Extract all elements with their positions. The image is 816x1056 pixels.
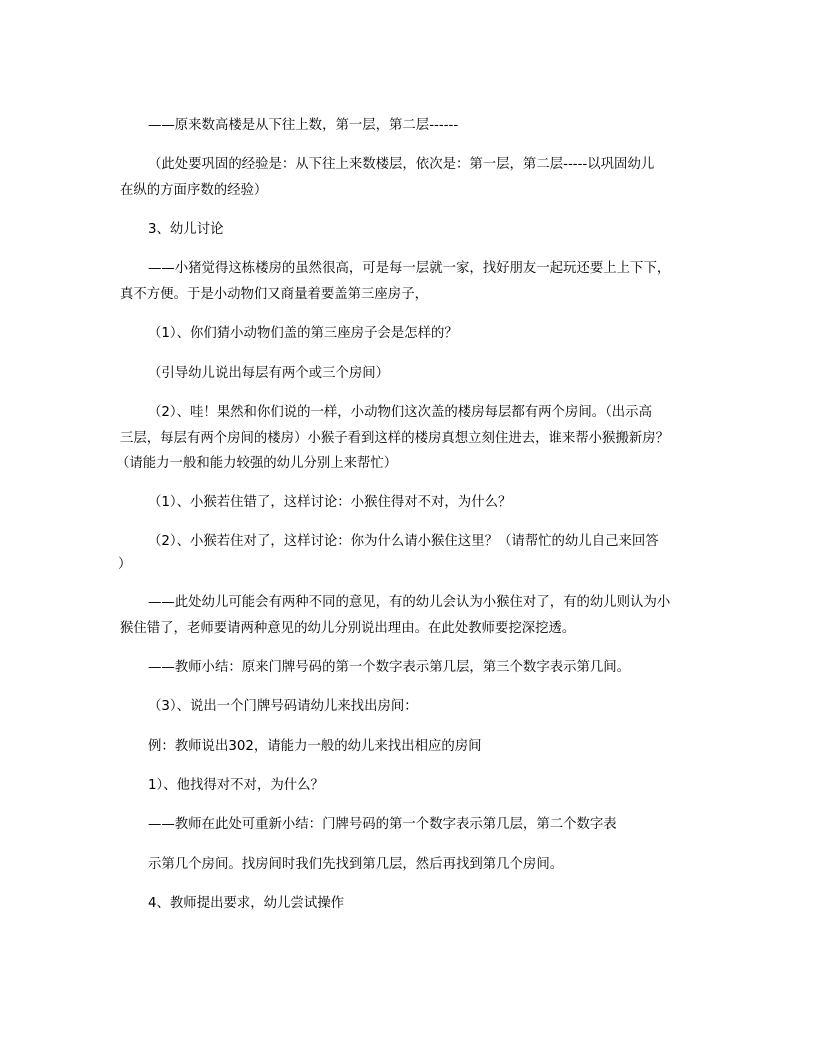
paragraph-line-12: （1）、小猴若住错了，这样讨论：小猴住得对不对，为什么？ [148, 495, 512, 510]
paragraph-line-5: ——小猪觉得这栋楼房的虽然很高，可是每一层就一家，找好朋友一起玩还要上上下下， [148, 261, 671, 276]
paragraph-line-13: （2）、小猴若住对了，这样讨论：你为什么请小猴住这里？（请帮忙的幼儿自己来回答 [148, 534, 659, 549]
paragraph-line-7: （1）、你们猜小动物们盖的第三座房子会是怎样的？ [148, 326, 458, 341]
paragraph-line-20: 1）、他找得对不对，为什么？ [148, 778, 324, 793]
paragraph-line-16: 猴住错了，老师要请两种意见的幼儿分别说出理由。在此处教师要挖深挖透。 [120, 621, 576, 636]
paragraph-line-1: ——原来数高楼是从下往上数，第一层，第二层------ [148, 118, 459, 133]
paragraph-line-21: ——教师在此处可重新小结：门牌号码的第一个数字表示第几层，第二个数字表 [148, 817, 617, 832]
section-heading-4: 4、教师提出要求，幼儿尝试操作 [148, 896, 344, 911]
paragraph-line-22: 示第几个房间。找房间时我们先找到第几层，然后再找到第几个房间。 [148, 857, 564, 872]
paragraph-line-3: 在纵的方面序数的经验） [120, 183, 268, 198]
paragraph-line-11: （请能力一般和能力较强的幼儿分别上来帮忙） [116, 456, 398, 471]
paragraph-line-6: 真不方便。于是小动物们又商量着要盖第三座房子， [120, 287, 428, 302]
paragraph-line-17: ——教师小结：原来门牌号码的第一个数字表示第几层，第三个数字表示第几间。 [148, 660, 631, 675]
paragraph-line-18: （3）、说出一个门牌号码请幼儿来找出房间： [148, 699, 418, 714]
paragraph-line-14: ） [118, 557, 132, 572]
paragraph-line-9: （2）、哇！果然和你们说的一样，小动物们这次盖的楼房每层都有两个房间。（出示高 [148, 405, 652, 420]
paragraph-line-19: 例：教师说出302，请能力一般的幼儿来找出相应的房间 [148, 739, 482, 754]
paragraph-line-2: （此处要巩固的经验是：从下往上来数楼层，依次是：第一层，第二层-----以巩固幼儿 [148, 157, 655, 172]
section-heading: 3、幼儿讨论 [148, 222, 224, 237]
paragraph-line-10: 三层，每层有两个房间的楼房）小猴子看到这样的楼房真想立刻住进去，谁来帮小猴搬新房？ [120, 431, 670, 446]
paragraph-line-15: ——此处幼儿可能会有两种不同的意见，有的幼儿会认为小猴住对了，有的幼儿则认为小 [148, 595, 671, 610]
paragraph-line-8: （引导幼儿说出每层有两个或三个房间） [148, 366, 390, 381]
